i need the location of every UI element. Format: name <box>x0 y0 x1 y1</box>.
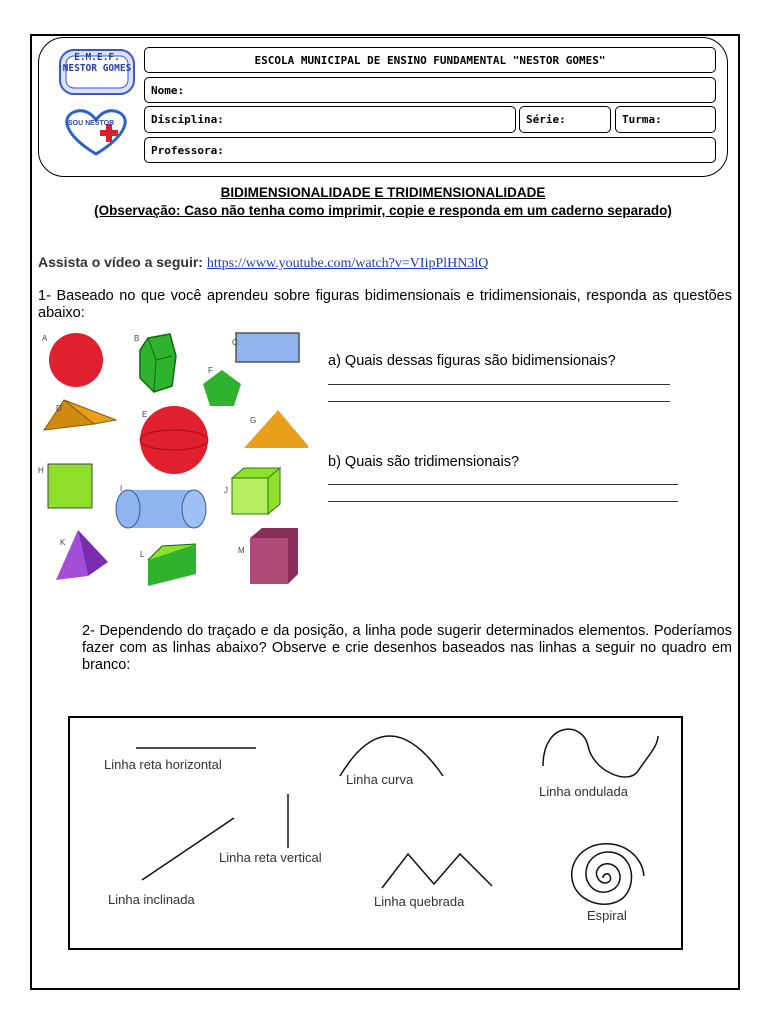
wavy-line <box>543 729 658 777</box>
shape-label-m: M <box>238 546 245 555</box>
label-espiral: Espiral <box>587 908 627 923</box>
logo-bottom-text: SOU NESTOR <box>68 120 115 127</box>
shape-m-prism <box>250 538 288 584</box>
label-ondulada: Linha ondulada <box>539 784 628 799</box>
shape-c-rectangle <box>236 333 299 362</box>
shapes-figure <box>36 330 308 588</box>
answer-line-a2[interactable] <box>328 401 670 402</box>
answer-line-a1[interactable] <box>328 384 670 385</box>
answer-line-b1[interactable] <box>328 484 678 485</box>
video-link[interactable]: https://www.youtube.com/watch?v=VIipPlHN3lQ <box>206 256 489 271</box>
shape-b-prism <box>140 334 176 392</box>
spiral-line <box>572 844 644 904</box>
shape-label-b: B <box>134 334 140 343</box>
shape-label-l: L <box>140 550 145 559</box>
disciplina-field[interactable]: Disciplina: <box>144 106 516 133</box>
heart-logo <box>56 104 136 158</box>
shape-a-circle <box>49 333 103 387</box>
zigzag-line <box>382 854 492 888</box>
curved-line <box>340 736 443 776</box>
shape-h-square <box>48 464 92 508</box>
question-1: 1- Baseado no que você aprendeu sobre figuras bidimensionais e tridimensionais, responda as questões abaixo: <box>38 288 732 321</box>
shape-label-e: E <box>142 410 148 419</box>
shape-e-sphere <box>140 406 208 474</box>
label-curva: Linha curva <box>346 772 414 787</box>
question-1a: a) Quais dessas figuras são bidimensionais? <box>328 353 616 369</box>
shape-label-g: G <box>250 416 257 425</box>
video-instruction <box>38 254 488 272</box>
turma-field[interactable]: Turma: <box>615 106 716 133</box>
professora-field[interactable]: Professora: <box>144 137 716 163</box>
inclined-line <box>142 818 234 880</box>
serie-field[interactable]: Série: <box>519 106 611 133</box>
video-label: Assista o vídeo a seguir: <box>38 254 203 270</box>
shape-label-f: F <box>208 366 213 375</box>
question-2: 2- Dependendo do traçado e da posição, a linha pode sugerir determinados elementos. Poderíamos fazer com as linhas abaixo? Observe e crie desenhos baseados nas linhas a seguir no quadro em branco: <box>82 623 732 673</box>
question-1b: b) Quais são tridimensionais? <box>328 454 520 470</box>
shape-f-pentagon <box>203 370 241 406</box>
shape-label-j: J <box>224 486 228 495</box>
shape-label-i: I <box>120 484 123 493</box>
shape-label-c: C <box>232 338 238 347</box>
answer-line-b2[interactable] <box>328 501 678 502</box>
shape-label-h: H <box>38 466 44 475</box>
label-vertical: Linha reta vertical <box>219 850 322 865</box>
page-title: BIDIMENSIONALIDADE E TRIDIMENSIONALIDADE <box>220 185 546 200</box>
page-subtitle: (Observação: Caso não tenha como imprimir, copie e responda em um caderno separado) <box>94 203 672 218</box>
label-horizontal: Linha reta horizontal <box>104 757 222 772</box>
nome-field[interactable]: Nome: <box>144 77 716 103</box>
shape-label-k: K <box>60 538 66 547</box>
school-name: ESCOLA MUNICIPAL DE ENSINO FUNDAMENTAL "NESTOR GOMES" <box>144 47 716 73</box>
shape-label-d: D <box>56 404 62 413</box>
shape-label-a: A <box>42 334 48 343</box>
shape-j-cube <box>232 478 268 514</box>
label-inclinada: Linha inclinada <box>108 892 195 907</box>
label-quebrada: Linha quebrada <box>374 894 465 909</box>
logo-text: E.M.E.F. NESTOR GOMES <box>62 52 132 74</box>
